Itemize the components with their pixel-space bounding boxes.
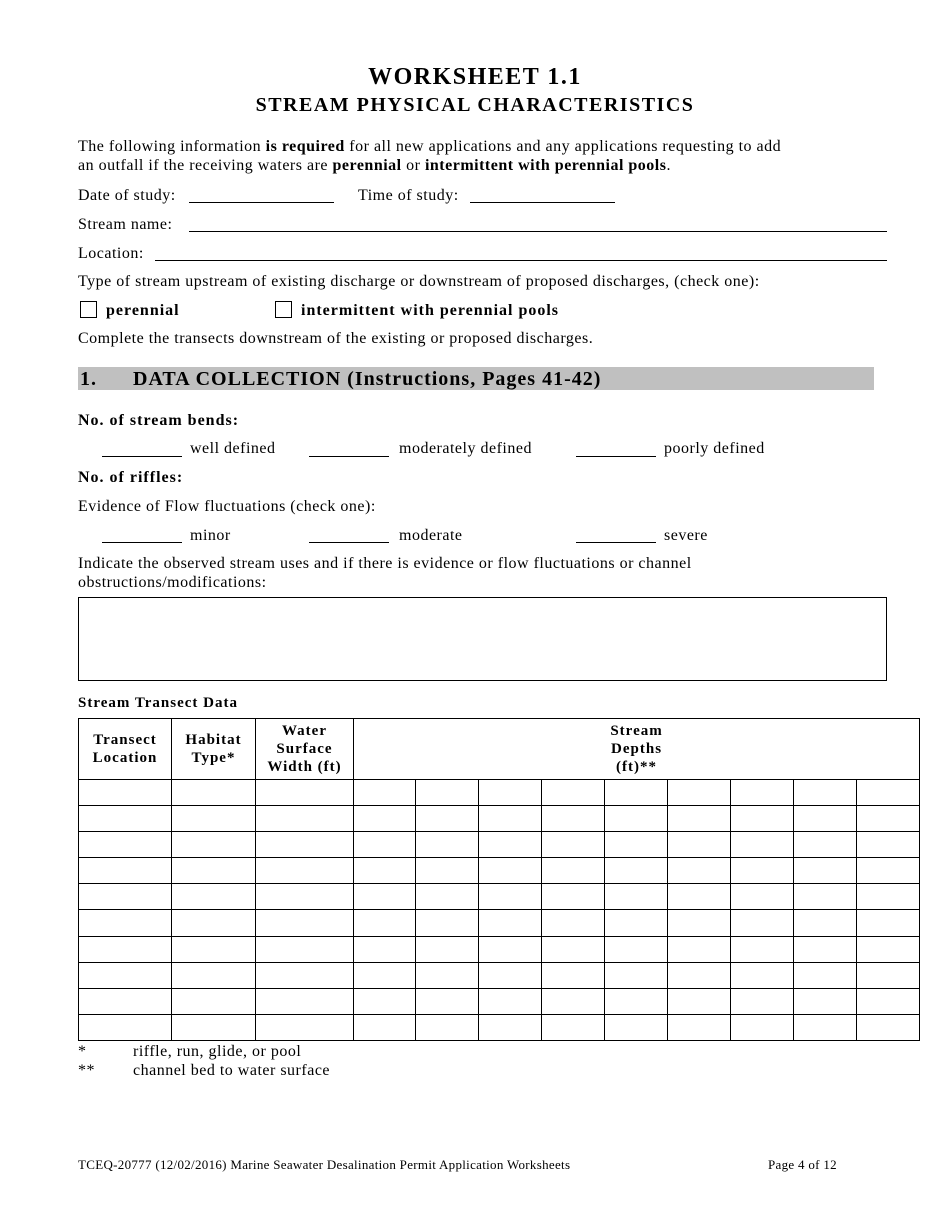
habitat-type-cell[interactable] xyxy=(172,806,256,832)
header-transect-line-2: Location xyxy=(92,750,158,766)
stream-depth-cell[interactable] xyxy=(731,962,794,988)
worksheet-title: WORKSHEET 1.1 xyxy=(368,64,582,90)
stream-depth-cell[interactable] xyxy=(794,962,857,988)
stream-depth-cell[interactable] xyxy=(605,832,668,858)
footnote-1-text: riffle, run, glide, or pool xyxy=(133,1043,302,1060)
intro-line-1 xyxy=(78,137,781,156)
stream-depth-cell[interactable] xyxy=(542,858,605,884)
table-row xyxy=(79,832,920,858)
stream-depth-cell[interactable] xyxy=(542,780,605,806)
stream-transect-table xyxy=(78,718,920,1041)
stream-name-field[interactable] xyxy=(189,215,887,232)
stream-depth-cell[interactable] xyxy=(731,884,794,910)
stream-depth-cell[interactable] xyxy=(416,1014,479,1040)
intro-line-2 xyxy=(78,156,671,175)
habitat-type-cell[interactable] xyxy=(172,1014,256,1040)
stream-depth-cell[interactable] xyxy=(668,1014,731,1040)
stream-depth-cell[interactable] xyxy=(668,988,731,1014)
stream-depth-cell[interactable] xyxy=(794,832,857,858)
stream-depth-cell[interactable] xyxy=(794,858,857,884)
stream-depth-cell[interactable] xyxy=(857,1014,920,1040)
observed-line-1: Indicate the observed stream uses and if there is evidence or flow fluctuations or channel xyxy=(78,555,692,572)
header-water-surface-width xyxy=(256,719,354,780)
stream-depth-cell[interactable] xyxy=(542,910,605,936)
table-row xyxy=(79,988,920,1014)
stream-depth-cell[interactable] xyxy=(605,780,668,806)
stream-depth-cell[interactable] xyxy=(416,988,479,1014)
transect-location-cell[interactable] xyxy=(79,832,172,858)
header-width-line-1: Water xyxy=(282,723,327,739)
time-field[interactable] xyxy=(470,186,615,203)
stream-depth-cell[interactable] xyxy=(857,858,920,884)
habitat-type-cell[interactable] xyxy=(172,780,256,806)
table-row xyxy=(79,936,920,962)
stream-depth-cell[interactable] xyxy=(857,832,920,858)
stream-depth-cell[interactable] xyxy=(605,806,668,832)
stream-depth-cell[interactable] xyxy=(605,988,668,1014)
stream-depth-cell[interactable] xyxy=(605,936,668,962)
observed-line-2: obstructions/modifications: xyxy=(78,574,267,591)
transect-location-cell[interactable] xyxy=(79,988,172,1014)
intro-perennial: perennial xyxy=(332,157,402,174)
worksheet-subtitle: STREAM PHYSICAL CHARACTERISTICS xyxy=(255,94,695,116)
section-number: 1. xyxy=(80,368,97,390)
stream-depth-cell[interactable] xyxy=(542,884,605,910)
table-row xyxy=(79,858,920,884)
header-depth-line-3: (ft)** xyxy=(616,759,658,775)
header-habitat-line-2: Type* xyxy=(191,750,236,766)
flow-label: Evidence of Flow fluctuations (check one): xyxy=(78,498,376,515)
stream-depth-cell[interactable] xyxy=(605,962,668,988)
stream-depth-cell[interactable] xyxy=(479,858,542,884)
transect-location-cell[interactable] xyxy=(79,910,172,936)
stream-depth-cell[interactable] xyxy=(354,936,416,962)
bends-moderate-label: moderately defined xyxy=(399,440,532,457)
perennial-checkbox[interactable] xyxy=(80,301,97,318)
water-width-cell[interactable] xyxy=(256,1014,354,1040)
flow-moderate-label: moderate xyxy=(399,527,463,544)
water-width-cell[interactable] xyxy=(256,858,354,884)
stream-depth-cell[interactable] xyxy=(542,936,605,962)
habitat-type-cell[interactable] xyxy=(172,988,256,1014)
transects-note: Complete the transects downstream of the existing or proposed discharges. xyxy=(78,330,594,347)
table-caption: Stream Transect Data xyxy=(78,695,238,711)
perennial-label: perennial xyxy=(106,302,180,319)
stream-depth-cell[interactable] xyxy=(416,962,479,988)
flow-severe-field[interactable] xyxy=(576,526,656,543)
stream-depth-cell[interactable] xyxy=(416,936,479,962)
stream-depth-cell[interactable] xyxy=(857,910,920,936)
stream-depth-cell[interactable] xyxy=(354,832,416,858)
section-header-data-collection xyxy=(78,367,874,390)
water-width-cell[interactable] xyxy=(256,936,354,962)
flow-severe-label: severe xyxy=(664,527,708,544)
stream-depth-cell[interactable] xyxy=(542,806,605,832)
stream-depth-cell[interactable] xyxy=(479,936,542,962)
footnote-1-mark: * xyxy=(78,1043,87,1060)
stream-depth-cell[interactable] xyxy=(668,780,731,806)
footnote-2-text: channel bed to water surface xyxy=(133,1062,331,1079)
table-row xyxy=(79,780,920,806)
transect-location-cell[interactable] xyxy=(79,962,172,988)
stream-depth-cell[interactable] xyxy=(605,884,668,910)
location-field[interactable] xyxy=(155,244,887,261)
stream-depth-cell[interactable] xyxy=(857,806,920,832)
water-width-cell[interactable] xyxy=(256,884,354,910)
stream-depth-cell[interactable] xyxy=(794,780,857,806)
stream-depth-cell[interactable] xyxy=(731,780,794,806)
table-row xyxy=(79,962,920,988)
stream-depth-cell[interactable] xyxy=(668,884,731,910)
riffles-label: No. of riffles: xyxy=(78,469,184,486)
stream-depth-cell[interactable] xyxy=(479,832,542,858)
bends-label: No. of stream bends: xyxy=(78,412,240,429)
habitat-type-cell[interactable] xyxy=(172,910,256,936)
habitat-type-cell[interactable] xyxy=(172,962,256,988)
header-transect-location xyxy=(79,719,172,780)
stream-depth-cell[interactable] xyxy=(794,1014,857,1040)
bends-poor-label: poorly defined xyxy=(664,440,765,457)
water-width-cell[interactable] xyxy=(256,832,354,858)
stream-depth-cell[interactable] xyxy=(794,910,857,936)
stream-depth-cell[interactable] xyxy=(479,1014,542,1040)
stream-depth-cell[interactable] xyxy=(731,936,794,962)
intro-intermittent: intermittent with perennial pools xyxy=(424,157,667,174)
stream-depth-cell[interactable] xyxy=(731,988,794,1014)
stream-depth-cell[interactable] xyxy=(416,910,479,936)
stream-depth-cell[interactable] xyxy=(794,806,857,832)
stream-depth-cell[interactable] xyxy=(354,962,416,988)
stream-depth-cell[interactable] xyxy=(354,1014,416,1040)
footer-page-number: Page 4 of 12 xyxy=(768,1157,837,1172)
intro-required: is required xyxy=(265,138,345,155)
header-width-line-3: Width (ft) xyxy=(267,759,342,775)
transect-location-cell[interactable] xyxy=(79,806,172,832)
stream-depth-cell[interactable] xyxy=(794,988,857,1014)
bends-moderate-field[interactable] xyxy=(309,440,389,457)
table-row xyxy=(79,910,920,936)
flow-moderate-field[interactable] xyxy=(309,526,389,543)
stream-depth-cell[interactable] xyxy=(605,858,668,884)
footer-form-id: TCEQ-20777 (12/02/2016) Marine Seawater Desalination Permit Application Worksheets xyxy=(78,1157,571,1172)
header-stream-depths xyxy=(354,719,920,780)
stream-depth-cell[interactable] xyxy=(354,910,416,936)
transect-location-cell[interactable] xyxy=(79,858,172,884)
stream-depth-cell[interactable] xyxy=(605,910,668,936)
header-habitat-line-1: Habitat xyxy=(185,732,242,748)
intro-text: The following information xyxy=(78,138,266,155)
date-label: Date of study: xyxy=(78,187,176,204)
flow-minor-field[interactable] xyxy=(102,526,182,543)
stream-depth-cell[interactable] xyxy=(416,832,479,858)
stream-depth-cell[interactable] xyxy=(416,884,479,910)
bends-poor-field[interactable] xyxy=(576,440,656,457)
stream-name-label: Stream name: xyxy=(78,216,173,233)
stream-depth-cell[interactable] xyxy=(354,858,416,884)
intro-text: or xyxy=(401,157,425,174)
section-title: DATA COLLECTION (Instructions, Pages 41-42) xyxy=(133,368,602,390)
stream-depth-cell[interactable] xyxy=(354,884,416,910)
stream-depth-cell[interactable] xyxy=(668,936,731,962)
stream-depth-cell[interactable] xyxy=(731,1014,794,1040)
intermittent-checkbox[interactable] xyxy=(275,301,292,318)
intermittent-label: intermittent with perennial pools xyxy=(301,302,560,319)
header-depth-line-2: Depths xyxy=(611,741,663,757)
stream-depth-cell[interactable] xyxy=(731,858,794,884)
stream-depth-cell[interactable] xyxy=(542,988,605,1014)
intro-text: . xyxy=(666,157,671,174)
habitat-type-cell[interactable] xyxy=(172,832,256,858)
bends-well-field[interactable] xyxy=(102,440,182,457)
habitat-type-cell[interactable] xyxy=(172,858,256,884)
stream-depth-cell[interactable] xyxy=(354,988,416,1014)
intro-text: for all new applications and any applications requesting to add xyxy=(344,138,782,155)
table-body xyxy=(79,780,920,1041)
stream-depth-cell[interactable] xyxy=(857,780,920,806)
stream-depth-cell[interactable] xyxy=(668,962,731,988)
stream-depth-cell[interactable] xyxy=(794,884,857,910)
stream-depth-cell[interactable] xyxy=(416,806,479,832)
water-width-cell[interactable] xyxy=(256,988,354,1014)
stream-depth-cell[interactable] xyxy=(731,806,794,832)
stream-type-prompt: Type of stream upstream of existing discharge or downstream of proposed discharges, (check one): xyxy=(78,273,760,290)
transect-location-cell[interactable] xyxy=(79,936,172,962)
stream-depth-cell[interactable] xyxy=(731,832,794,858)
header-width-line-2: Surface xyxy=(276,741,333,757)
transect-location-cell[interactable] xyxy=(79,884,172,910)
stream-depth-cell[interactable] xyxy=(479,988,542,1014)
habitat-type-cell[interactable] xyxy=(172,884,256,910)
flow-minor-label: minor xyxy=(190,527,231,544)
header-habitat-type xyxy=(172,719,256,780)
stream-depth-cell[interactable] xyxy=(479,806,542,832)
stream-depth-cell[interactable] xyxy=(354,780,416,806)
water-width-cell[interactable] xyxy=(256,910,354,936)
stream-depth-cell[interactable] xyxy=(542,1014,605,1040)
stream-depth-cell[interactable] xyxy=(479,884,542,910)
stream-depth-cell[interactable] xyxy=(731,910,794,936)
stream-depth-cell[interactable] xyxy=(605,1014,668,1040)
location-label: Location: xyxy=(78,245,144,262)
stream-depth-cell[interactable] xyxy=(479,910,542,936)
stream-depth-cell[interactable] xyxy=(668,806,731,832)
stream-depth-cell[interactable] xyxy=(668,910,731,936)
stream-depth-cell[interactable] xyxy=(542,832,605,858)
stream-depth-cell[interactable] xyxy=(354,806,416,832)
transect-location-cell[interactable] xyxy=(79,1014,172,1040)
observed-uses-textbox[interactable] xyxy=(78,597,887,681)
bends-well-label: well defined xyxy=(190,440,276,457)
stream-depth-cell[interactable] xyxy=(794,936,857,962)
header-depth-line-1: Stream xyxy=(610,723,663,739)
habitat-type-cell[interactable] xyxy=(172,936,256,962)
time-label: Time of study: xyxy=(358,187,459,204)
footnote-2-mark: ** xyxy=(78,1062,95,1079)
stream-depth-cell[interactable] xyxy=(668,832,731,858)
water-width-cell[interactable] xyxy=(256,806,354,832)
stream-depth-cell[interactable] xyxy=(479,962,542,988)
header-transect-line-1: Transect xyxy=(93,732,157,748)
water-width-cell[interactable] xyxy=(256,962,354,988)
intro-text: an outfall if the receiving waters are xyxy=(78,157,333,174)
date-field[interactable] xyxy=(189,186,334,203)
water-width-cell[interactable] xyxy=(256,780,354,806)
stream-depth-cell[interactable] xyxy=(416,780,479,806)
table-row xyxy=(79,806,920,832)
stream-depth-cell[interactable] xyxy=(542,962,605,988)
stream-depth-cell[interactable] xyxy=(857,962,920,988)
stream-depth-cell[interactable] xyxy=(857,936,920,962)
stream-depth-cell[interactable] xyxy=(668,858,731,884)
transect-location-cell[interactable] xyxy=(79,780,172,806)
stream-depth-cell[interactable] xyxy=(416,858,479,884)
stream-depth-cell[interactable] xyxy=(479,780,542,806)
table-row xyxy=(79,1014,920,1040)
stream-depth-cell[interactable] xyxy=(857,884,920,910)
stream-depth-cell[interactable] xyxy=(857,988,920,1014)
table-row xyxy=(79,884,920,910)
